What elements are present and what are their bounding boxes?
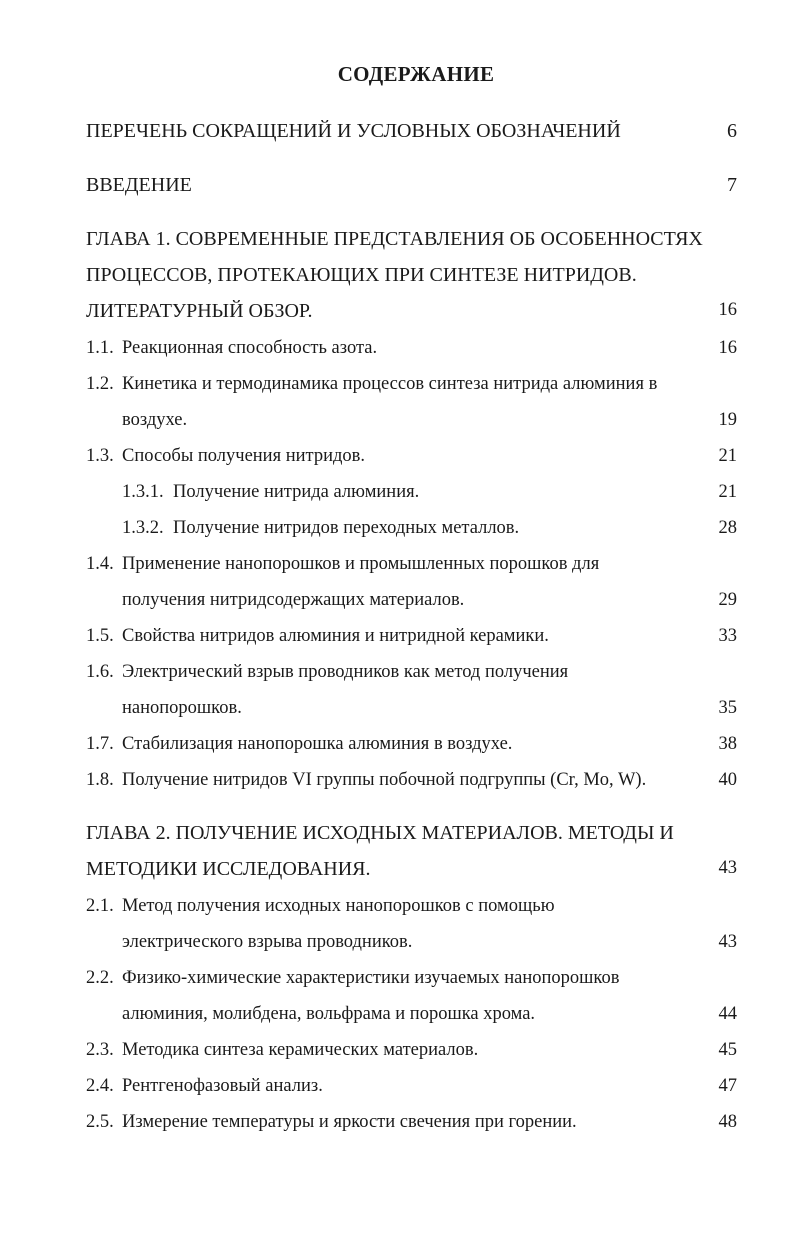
section-number: 1.7. [86, 734, 114, 754]
chapter-2-heading-line-1[interactable] [0, 822, 795, 852]
toc-entry-abbreviations[interactable] [0, 120, 795, 150]
section-title-continuation: электрического взрыва проводников. [122, 932, 413, 952]
section-title: Свойства нитридов алюминия и нитридной керамики. [122, 626, 549, 646]
page-number: 7 [727, 174, 737, 196]
page-number: 35 [718, 698, 737, 718]
page-number: 29 [718, 590, 737, 610]
section-number: 1.3. [86, 446, 114, 466]
page-number: 33 [718, 626, 737, 646]
chapter-title: ГЛАВА 2. ПОЛУЧЕНИЕ ИСХОДНЫХ МАТЕРИАЛОВ. МЕТОДЫ И [86, 822, 674, 844]
section-number: 1.3.1. [122, 482, 164, 502]
page-number: 16 [718, 300, 737, 320]
section-title-continuation: воздухе. [122, 410, 188, 430]
page-number: 43 [718, 858, 737, 878]
section-number: 1.1. [86, 338, 114, 358]
section-title: Измерение температуры и яркости свечения при горении. [122, 1112, 577, 1132]
section-title-continuation: нанопорошков. [122, 698, 242, 718]
section-number: 2.1. [86, 896, 114, 916]
toc-section-1-2[interactable] [0, 374, 795, 404]
section-title: Применение нанопорошков и промышленных порошков для [122, 554, 600, 574]
chapter-2-heading-line-2[interactable] [0, 858, 795, 888]
chapter-title: ПРОЦЕССОВ, ПРОТЕКАЮЩИХ ПРИ СИНТЕЗЕ НИТРИДОВ. [86, 264, 637, 286]
toc-section-1-4[interactable] [0, 554, 795, 584]
toc-section-1-3[interactable] [0, 446, 795, 476]
toc-section-1-6[interactable] [0, 662, 795, 692]
page-number: 21 [718, 446, 737, 466]
toc-section-2-4[interactable] [0, 1076, 795, 1106]
section-title: Рентгенофазовый анализ. [122, 1076, 323, 1096]
chapter-1-heading-line-2[interactable] [0, 264, 795, 294]
section-number: 2.3. [86, 1040, 114, 1060]
page-number: 47 [718, 1076, 737, 1096]
section-number: 2.5. [86, 1112, 114, 1132]
toc-section-1-3-1[interactable] [0, 482, 795, 512]
toc-section-2-2[interactable] [0, 968, 795, 998]
section-number: 2.4. [86, 1076, 114, 1096]
toc-entry-introduction[interactable] [0, 174, 795, 204]
section-title: Методика синтеза керамических материалов. [122, 1040, 479, 1060]
section-title: Реакционная способность азота. [122, 338, 378, 358]
chapter-1-heading-line-1[interactable] [0, 228, 795, 258]
toc-section-1-7[interactable] [0, 734, 795, 764]
section-number: 1.6. [86, 662, 114, 682]
section-number: 2.2. [86, 968, 114, 988]
section-title: Физико-химические характеристики изучаемых нанопорошков [122, 968, 620, 988]
chapter-title: МЕТОДИКИ ИССЛЕДОВАНИЯ. [86, 858, 371, 880]
section-number: 1.4. [86, 554, 114, 574]
page-number: 19 [718, 410, 737, 430]
toc-section-2-2-cont[interactable] [0, 1004, 795, 1034]
section-title: Способы получения нитридов. [122, 446, 366, 466]
toc-section-2-3[interactable] [0, 1040, 795, 1070]
entry-title: ПЕРЕЧЕНЬ СОКРАЩЕНИЙ И УСЛОВНЫХ ОБОЗНАЧЕНИЙ [86, 120, 621, 142]
section-number: 1.2. [86, 374, 114, 394]
section-title: Получение нитридов переходных металлов. [173, 518, 520, 538]
page-number: 16 [718, 338, 737, 358]
section-title-continuation: алюминия, молибдена, вольфрама и порошка хрома. [122, 1004, 536, 1024]
toc-section-2-5[interactable] [0, 1112, 795, 1142]
page-number: 6 [727, 120, 737, 142]
section-title: Электрический взрыв проводников как метод получения [122, 662, 569, 682]
toc-section-1-3-2[interactable] [0, 518, 795, 548]
chapter-1-heading-line-3[interactable] [0, 300, 795, 330]
chapter-title: ГЛАВА 1. СОВРЕМЕННЫЕ ПРЕДСТАВЛЕНИЯ ОБ ОСОБЕННОСТЯХ [86, 228, 703, 250]
page-number: 48 [718, 1112, 737, 1132]
page-number: 44 [718, 1004, 737, 1024]
section-title-continuation: получения нитридсодержащих материалов. [122, 590, 465, 610]
section-title: Получение нитридов VI группы побочной подгруппы (Cr, Mo, W). [122, 770, 647, 790]
section-number: 1.3.2. [122, 518, 164, 538]
toc-section-1-2-cont[interactable] [0, 410, 795, 440]
toc-section-2-1[interactable] [0, 896, 795, 926]
chapter-title: ЛИТЕРАТУРНЫЙ ОБЗОР. [86, 300, 313, 322]
page-number: 38 [718, 734, 737, 754]
entry-title: ВВЕДЕНИЕ [86, 174, 192, 196]
section-title: Метод получения исходных нанопорошков с помощью [122, 896, 555, 916]
toc-section-1-5[interactable] [0, 626, 795, 656]
toc-section-1-6-cont[interactable] [0, 698, 795, 728]
toc-section-1-1[interactable] [0, 338, 795, 368]
section-title: Получение нитрида алюминия. [173, 482, 420, 502]
section-number: 1.5. [86, 626, 114, 646]
page-number: 40 [718, 770, 737, 790]
toc-section-1-4-cont[interactable] [0, 590, 795, 620]
toc-section-1-8[interactable] [0, 770, 795, 800]
page-number: 28 [718, 518, 737, 538]
section-title: Кинетика и термодинамика процессов синтеза нитрида алюминия в [122, 374, 658, 394]
section-number: 1.8. [86, 770, 114, 790]
section-title: Стабилизация нанопорошка алюминия в воздухе. [122, 734, 513, 754]
toc-section-2-1-cont[interactable] [0, 932, 795, 962]
page-number: 21 [718, 482, 737, 502]
page-title: СОДЕРЖАНИЕ [337, 62, 495, 86]
page-number: 43 [718, 932, 737, 952]
page-number: 45 [718, 1040, 737, 1060]
